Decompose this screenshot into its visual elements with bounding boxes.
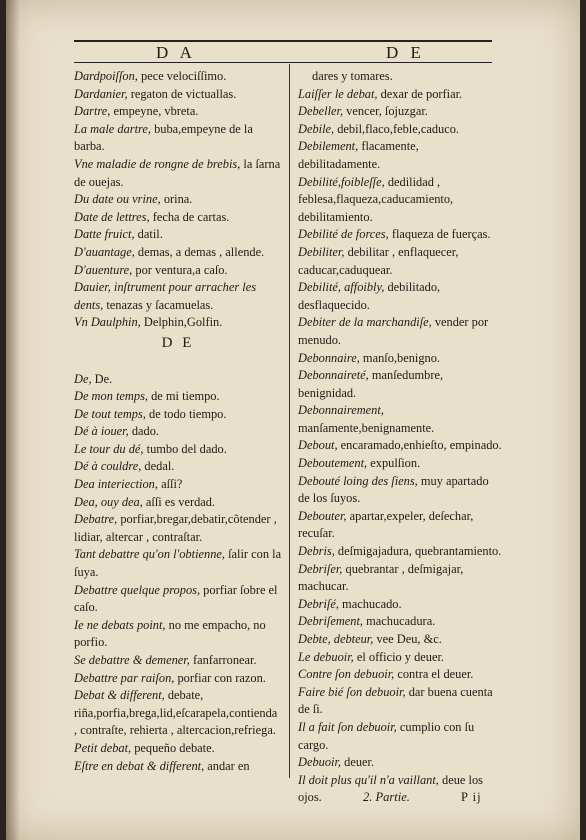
dictionary-entry: [74, 68, 282, 86]
entry-headword: Dauier, inſtrument pour arracher les dents,: [74, 280, 257, 312]
entry-definition: machucado.: [338, 596, 402, 611]
dictionary-entry: [298, 402, 503, 437]
section-heading: D E: [161, 334, 195, 351]
dictionary-entry: [298, 174, 503, 227]
entry-definition: flaqueza de fuerças.: [388, 227, 491, 242]
entry-definition: fanfarronear.: [189, 653, 257, 667]
dictionary-entry: [298, 103, 503, 121]
dictionary-entry: [74, 406, 282, 424]
entry-definition: debate, riña,porfia,brega,lid,eſcarapela,contienda , contraſte, rehierta , altercacion,refriega.: [74, 688, 278, 738]
entry-headword: Debiter de la marchandiſe,: [298, 315, 432, 330]
dictionary-entry: [298, 279, 503, 314]
dictionary-entry: [74, 546, 282, 581]
dictionary-entry: [74, 458, 282, 476]
entry-headword: Eſtre en debat & different,: [74, 758, 205, 773]
entry-definition: andar en: [204, 758, 250, 773]
entry-definition: dar buena cuenta de ſi.: [298, 684, 493, 717]
entry-headword: D'auenture,: [74, 262, 133, 277]
entry-definition: ſalir con la ſuya.: [74, 547, 282, 580]
dictionary-entry: [298, 508, 503, 543]
entry-definition: quebrantar , deſmigajar, machucar.: [298, 561, 464, 594]
entry-definition: por ventura,a caſo.: [132, 262, 228, 277]
dictionary-entry: [74, 758, 282, 776]
dictionary-entry: [74, 494, 282, 512]
entry-definition: regaton de victuallas.: [127, 86, 237, 101]
entry-definition: de todo tiempo.: [145, 406, 227, 421]
dictionary-entry: [298, 367, 503, 402]
entry-headword: Dea interiection,: [74, 477, 158, 492]
dictionary-entry: [74, 279, 282, 314]
dictionary-entry: [74, 226, 282, 244]
entry-headword: Debonnairement,: [298, 403, 384, 418]
entry-definition: contra el deuer.: [394, 667, 474, 682]
dictionary-entry: [74, 423, 282, 441]
entry-definition: porfiar ſobre el caſo.: [74, 582, 278, 615]
dictionary-entry: [298, 437, 503, 455]
entry-definition: machucadura.: [363, 614, 436, 629]
dictionary-entry: [74, 740, 282, 758]
dictionary-entry: [298, 684, 503, 719]
entry-headword: Vne maladie de rongne de brebis,: [74, 156, 241, 171]
entry-definition: manſo,benigno.: [359, 350, 441, 365]
entry-headword: Debriſé,: [298, 596, 339, 611]
entry-headword: Vn Daulphin,: [74, 315, 141, 330]
entry-definition: aſſi?: [157, 477, 183, 492]
signature-mark: 2. Partie.: [363, 790, 410, 804]
dictionary-entry: [74, 617, 282, 652]
entry-definition: datil.: [134, 227, 163, 242]
entry-headword: Deboutement,: [298, 456, 368, 471]
entry-headword: Faire bié ſon debuoir,: [298, 684, 406, 699]
dictionary-entry: [298, 543, 503, 561]
entry-definition: flacamente, debilitadamente.: [298, 139, 419, 171]
entry-definition: dexar de porfiar.: [377, 86, 463, 101]
dictionary-entry: [298, 754, 503, 772]
entry-definition: pece velociſſimo.: [137, 69, 227, 83]
dictionary-entry: [74, 244, 282, 262]
entry-definition: dado.: [128, 424, 159, 439]
entry-headword: Debonnaire,: [298, 350, 360, 365]
entry-definition: encaramado,enhieſto, empinado.: [337, 438, 502, 453]
dictionary-entry: [74, 86, 282, 104]
dictionary-entry: [298, 719, 503, 754]
continuation-line: dares y tomares.: [312, 69, 393, 83]
entry-definition: tumbo del dado.: [143, 441, 227, 456]
entry-definition: el officio y deuer.: [353, 649, 445, 664]
entry-definition: expulſion.: [367, 456, 421, 471]
dictionary-entry: [74, 191, 282, 209]
entry-headword: Debattre quelque propos,: [74, 582, 201, 597]
entry-definition: pequeño debate.: [131, 740, 215, 755]
left-column: [74, 68, 282, 775]
dictionary-entry: [298, 226, 503, 244]
entry-definition: debilitar , enflaquecer, caducar,caduquear.: [298, 244, 459, 277]
entry-headword: Dartre,: [74, 104, 111, 119]
dictionary-entry: [298, 473, 503, 508]
entry-headword: De tout temps,: [74, 406, 146, 421]
entry-definition: manſamente,benignamente.: [298, 420, 435, 435]
column-divider: [289, 64, 290, 778]
dictionary-entry: [74, 121, 282, 156]
dictionary-entry: [74, 314, 282, 332]
entry-headword: Laiſſer le debat,: [298, 86, 378, 101]
entry-headword: Debuoir,: [298, 755, 342, 770]
entry-headword: La male dartre,: [74, 121, 151, 136]
entry-definition: manſedumbre, benignidad.: [298, 368, 444, 400]
entry-definition: dedilidad , feblesa,flaqueza,caducamiento, debilitamiento.: [298, 174, 454, 224]
entry-headword: Debriſement,: [298, 614, 364, 629]
entry-definition: la ſarna de ouejas.: [74, 156, 281, 189]
entry-definition: deue los ojos.: [298, 772, 483, 805]
entry-definition: vender por menudo.: [298, 315, 489, 347]
dictionary-entry: [298, 561, 503, 596]
dictionary-entry: [74, 687, 282, 740]
entry-headword: Dea, ouy dea,: [74, 494, 143, 509]
entry-headword: Contre ſon debuoir,: [298, 667, 395, 682]
dictionary-entry: [74, 371, 282, 389]
entry-definition: porfiar,bregar,debatir,cõtender , lidiar, altercar , contraſtar.: [74, 512, 277, 544]
entry-headword: Debilement,: [298, 139, 359, 154]
entry-headword: Ie ne debats point,: [74, 617, 166, 632]
entry-headword: De,: [74, 371, 92, 386]
dictionary-entry: [298, 455, 503, 473]
entry-headword: Debout,: [298, 438, 338, 453]
entry-definition: no me empacho, no porfio.: [74, 617, 266, 650]
right-entries: [298, 86, 503, 807]
entry-definition: muy apartado de los ſuyos.: [298, 473, 489, 506]
entry-definition: cumplio con ſu cargo.: [298, 719, 475, 752]
dictionary-entry: [298, 121, 503, 139]
entry-definition: aſſi es verdad.: [142, 494, 216, 509]
entry-headword: Debouter,: [298, 508, 347, 523]
entry-headword: Debat & different,: [74, 688, 165, 703]
header-rule-bottom: [74, 62, 492, 63]
entry-definition: debilitado, desflaquecido.: [298, 280, 441, 312]
entry-headword: Debonnaireté,: [298, 368, 369, 383]
dictionary-entry: [298, 666, 503, 684]
entry-headword: Debilité, affoibly,: [298, 280, 385, 295]
entry-headword: Debiliter,: [298, 244, 345, 259]
entry-headword: Debilité de forces,: [298, 227, 389, 242]
entry-definition: demas, a demas , allende.: [134, 244, 265, 259]
entry-headword: Debeller,: [298, 104, 344, 119]
entry-headword: Dé à iouer,: [74, 424, 129, 439]
dictionary-entry: [298, 613, 503, 631]
book-page: [6, 0, 580, 840]
dictionary-entry: [298, 350, 503, 368]
entry-headword: Debriſer,: [298, 561, 343, 576]
entry-definition: empeyne, vbreta.: [110, 104, 199, 119]
dictionary-entry: [74, 156, 282, 191]
dictionary-entry: [298, 138, 503, 173]
entry-definition: debil,flaco,feble,caduco.: [334, 121, 460, 136]
entry-definition: vee Deu, &c.: [373, 632, 442, 646]
right-column: [298, 68, 503, 807]
dictionary-entry: [74, 209, 282, 227]
entry-headword: Debouté loing des ſiens,: [298, 473, 418, 488]
entry-headword: Debilité,foibleſſe,: [298, 174, 385, 189]
entry-definition: Delphin,Golfin.: [140, 315, 223, 330]
dictionary-entry: [298, 631, 503, 649]
dictionary-entry: [298, 596, 503, 614]
entry-headword: Petit debat,: [74, 740, 132, 755]
dictionary-entry: [74, 388, 282, 406]
entry-headword: Debattre par raiſon,: [74, 670, 175, 685]
entry-headword: Tant debattre qu'on l'obtienne,: [74, 547, 225, 562]
entry-headword: Debte, debteur,: [298, 632, 374, 646]
entry-headword: De mon temps,: [74, 389, 148, 404]
dictionary-entry: [74, 670, 282, 688]
entry-definition: deſmigajadura, quebrantamiento.: [334, 544, 502, 559]
entry-headword: Debile,: [298, 121, 335, 136]
entry-definition: vencer, ſojuzgar.: [343, 104, 428, 119]
entry-definition: deuer.: [341, 755, 375, 770]
entry-headword: Le tour du dé,: [74, 441, 144, 456]
entry-definition: fecha de cartas.: [149, 209, 230, 224]
entry-headword: Il doit plus qu'il n'a vaillant,: [298, 772, 439, 787]
entry-headword: Dardpoiſſon,: [74, 69, 138, 83]
dictionary-entry: [74, 103, 282, 121]
entry-definition: porfiar con razon.: [174, 670, 266, 685]
entry-definition: buba,empeyne de la barba.: [74, 121, 253, 154]
dictionary-entry: [298, 314, 503, 349]
entry-headword: Il a fait ſon debuoir,: [298, 719, 397, 734]
entry-headword: Datte fruict,: [74, 227, 135, 242]
header-rule-top: [74, 40, 492, 42]
entry-headword: Se debattre & demener,: [74, 653, 190, 667]
entry-definition: apartar,expeler, deſechar, recuſar.: [298, 508, 474, 541]
entry-headword: D'auantage,: [74, 244, 135, 259]
dictionary-entry: [74, 476, 282, 494]
dictionary-entry: [74, 441, 282, 459]
entry-headword: Date de lettres,: [74, 209, 150, 224]
running-header-left: D A: [156, 43, 196, 62]
dictionary-entry: [74, 652, 282, 670]
page-mark: P ij: [461, 790, 482, 804]
page-spine-shadow: [6, 0, 20, 840]
running-header-right: D E: [386, 43, 425, 62]
entry-definition: De.: [91, 371, 113, 386]
dictionary-entry: [74, 262, 282, 280]
dictionary-entry: [298, 86, 503, 104]
dictionary-entry: [74, 582, 282, 617]
entry-definition: dedal.: [141, 459, 175, 474]
dictionary-entry: [74, 511, 282, 546]
dictionary-entry: [298, 244, 503, 279]
entry-headword: Debatre,: [74, 512, 118, 527]
entry-headword: Le debuoir,: [298, 649, 354, 664]
left-entries: [74, 68, 282, 332]
entry-definition: de mi tiempo.: [148, 389, 220, 404]
entry-headword: Dé à couldre,: [74, 459, 142, 474]
entry-headword: Dardanier,: [74, 86, 128, 101]
dictionary-entry: [298, 649, 503, 667]
entry-headword: Debris,: [298, 544, 335, 559]
entry-definition: orina.: [160, 192, 193, 207]
entry-definition: tenazas y ſacamuelas.: [103, 297, 214, 312]
entry-headword: Du date ou vrine,: [74, 192, 161, 207]
left-entries-de: [74, 371, 282, 776]
